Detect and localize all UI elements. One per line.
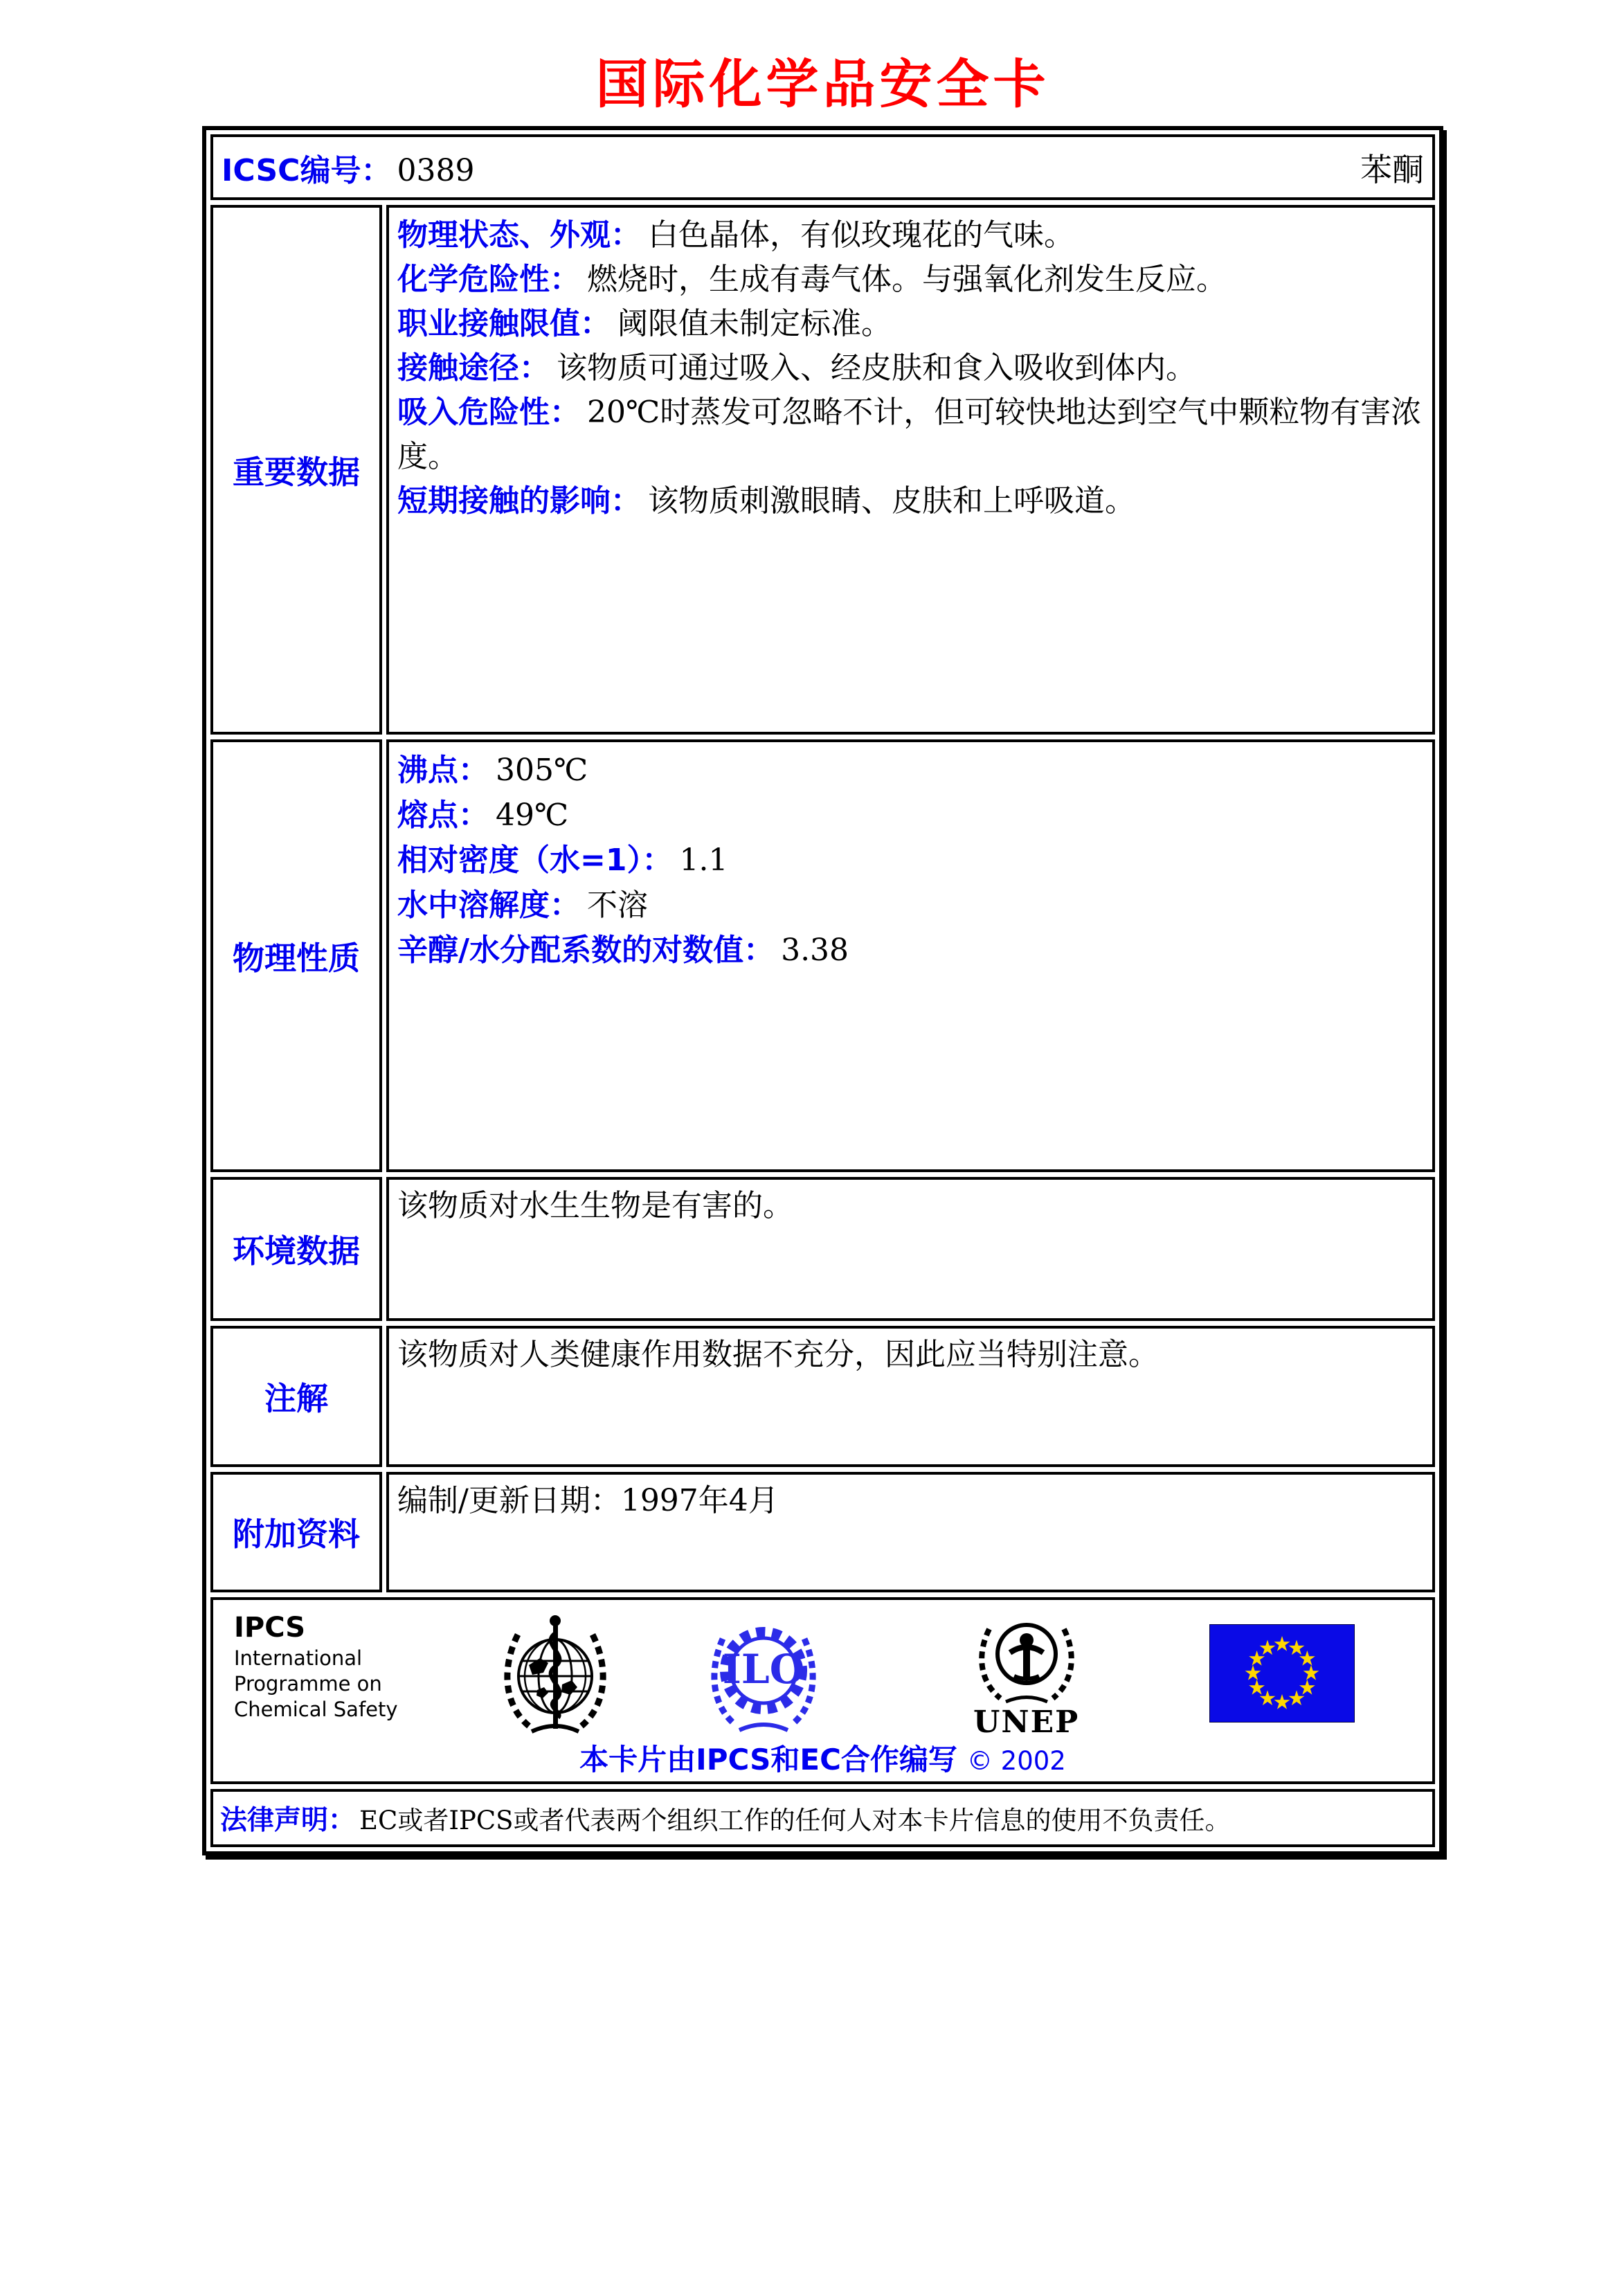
icsc-number-value: 0389 xyxy=(397,152,475,188)
unep-logo-icon xyxy=(973,1611,1079,1738)
section-additional-info xyxy=(210,1472,1435,1592)
data-line: 化学危险性： 燃烧时，生成有毒气体。与强氧化剂发生反应。 xyxy=(397,262,1227,297)
section-label-cell xyxy=(210,1326,382,1467)
data-line: 水中溶解度： 不溶 xyxy=(397,888,648,923)
section-environmental-data xyxy=(210,1177,1435,1321)
section-text: 该物质对人类健康作用数据不充分，因此应当特别注意。 xyxy=(397,1337,1159,1372)
data-line: 短期接触的影响： 该物质刺激眼睛、皮肤和上呼吸道。 xyxy=(397,483,1135,519)
legal-row xyxy=(210,1789,1435,1847)
data-line: 接触途径： 该物质可通过吸入、经皮肤和食入吸收到体内。 xyxy=(397,350,1196,386)
section-content-cell xyxy=(386,205,1435,735)
ipcs-text-block: IPCS International Programme on Chemical Safety xyxy=(234,1610,407,1723)
chemical-name: 苯酮 xyxy=(1360,150,1424,188)
section-label-cell xyxy=(210,739,382,1172)
who-logo-icon xyxy=(496,1607,615,1743)
section-notes xyxy=(210,1326,1435,1467)
data-line: 熔点： 49℃ xyxy=(397,798,569,833)
data-line: 物理状态、外观： 白色晶体，有似玫瑰花的气味。 xyxy=(397,217,1074,253)
section-text: 编制/更新日期：1997年4月 xyxy=(397,1483,779,1518)
page xyxy=(0,54,1624,1855)
section-content-cell xyxy=(386,1326,1435,1467)
section-text: 该物质对水生生物是有害的。 xyxy=(397,1188,793,1223)
data-line: 吸入危险性： 20℃时蒸发可忽略不计，但可较快地达到空气中颗粒物有害浓度。 xyxy=(397,395,1422,474)
eu-flag-icon xyxy=(1209,1624,1355,1725)
section-label: 重要数据 xyxy=(233,453,360,491)
credit-text: 本卡片由IPCS和EC合作编写 xyxy=(579,1743,957,1777)
page-title: 国际化学品安全卡 xyxy=(595,53,1050,115)
ilo-logo-icon xyxy=(705,1610,822,1740)
section-important-data xyxy=(210,205,1435,735)
icsc-number-group xyxy=(222,145,474,190)
logos-row xyxy=(210,1597,1435,1784)
ipcs-acronym: IPCS xyxy=(234,1612,306,1644)
data-line: 沸点： 305℃ xyxy=(397,753,588,788)
section-label: 附加资料 xyxy=(233,1516,360,1553)
section-content-cell xyxy=(386,1472,1435,1592)
section-label: 物理性质 xyxy=(233,939,360,977)
section-label: 环境数据 xyxy=(233,1232,360,1270)
legal-text: EC或者IPCS或者代表两个组织工作的任何人对本卡片信息的使用不负责任。 xyxy=(359,1806,1231,1835)
section-label-cell xyxy=(210,205,382,735)
section-label-cell xyxy=(210,1177,382,1321)
data-line: 职业接触限值： 阈限值未制定标准。 xyxy=(397,306,892,341)
data-line: 相对密度（水=1）： 1.1 xyxy=(397,843,728,878)
logo-strip xyxy=(234,1607,1411,1743)
section-label-cell xyxy=(210,1472,382,1592)
header-row xyxy=(210,134,1435,200)
data-line: 辛醇/水分配系数的对数值： 3.38 xyxy=(397,933,849,968)
section-label: 注解 xyxy=(264,1380,328,1417)
icsc-card xyxy=(202,126,1443,1855)
copyright-text: © 2002 xyxy=(966,1746,1066,1776)
section-content-cell xyxy=(386,739,1435,1172)
legal-label: 法律声明： xyxy=(220,1805,356,1836)
icsc-number-label: ICSC编号： xyxy=(222,152,392,188)
credit-line xyxy=(234,1743,1411,1779)
unep-logo-text: UNEP xyxy=(973,1705,1080,1740)
section-physical-properties xyxy=(210,739,1435,1172)
ilo-logo-text: ILO xyxy=(722,1646,805,1693)
section-content-cell xyxy=(386,1177,1435,1321)
